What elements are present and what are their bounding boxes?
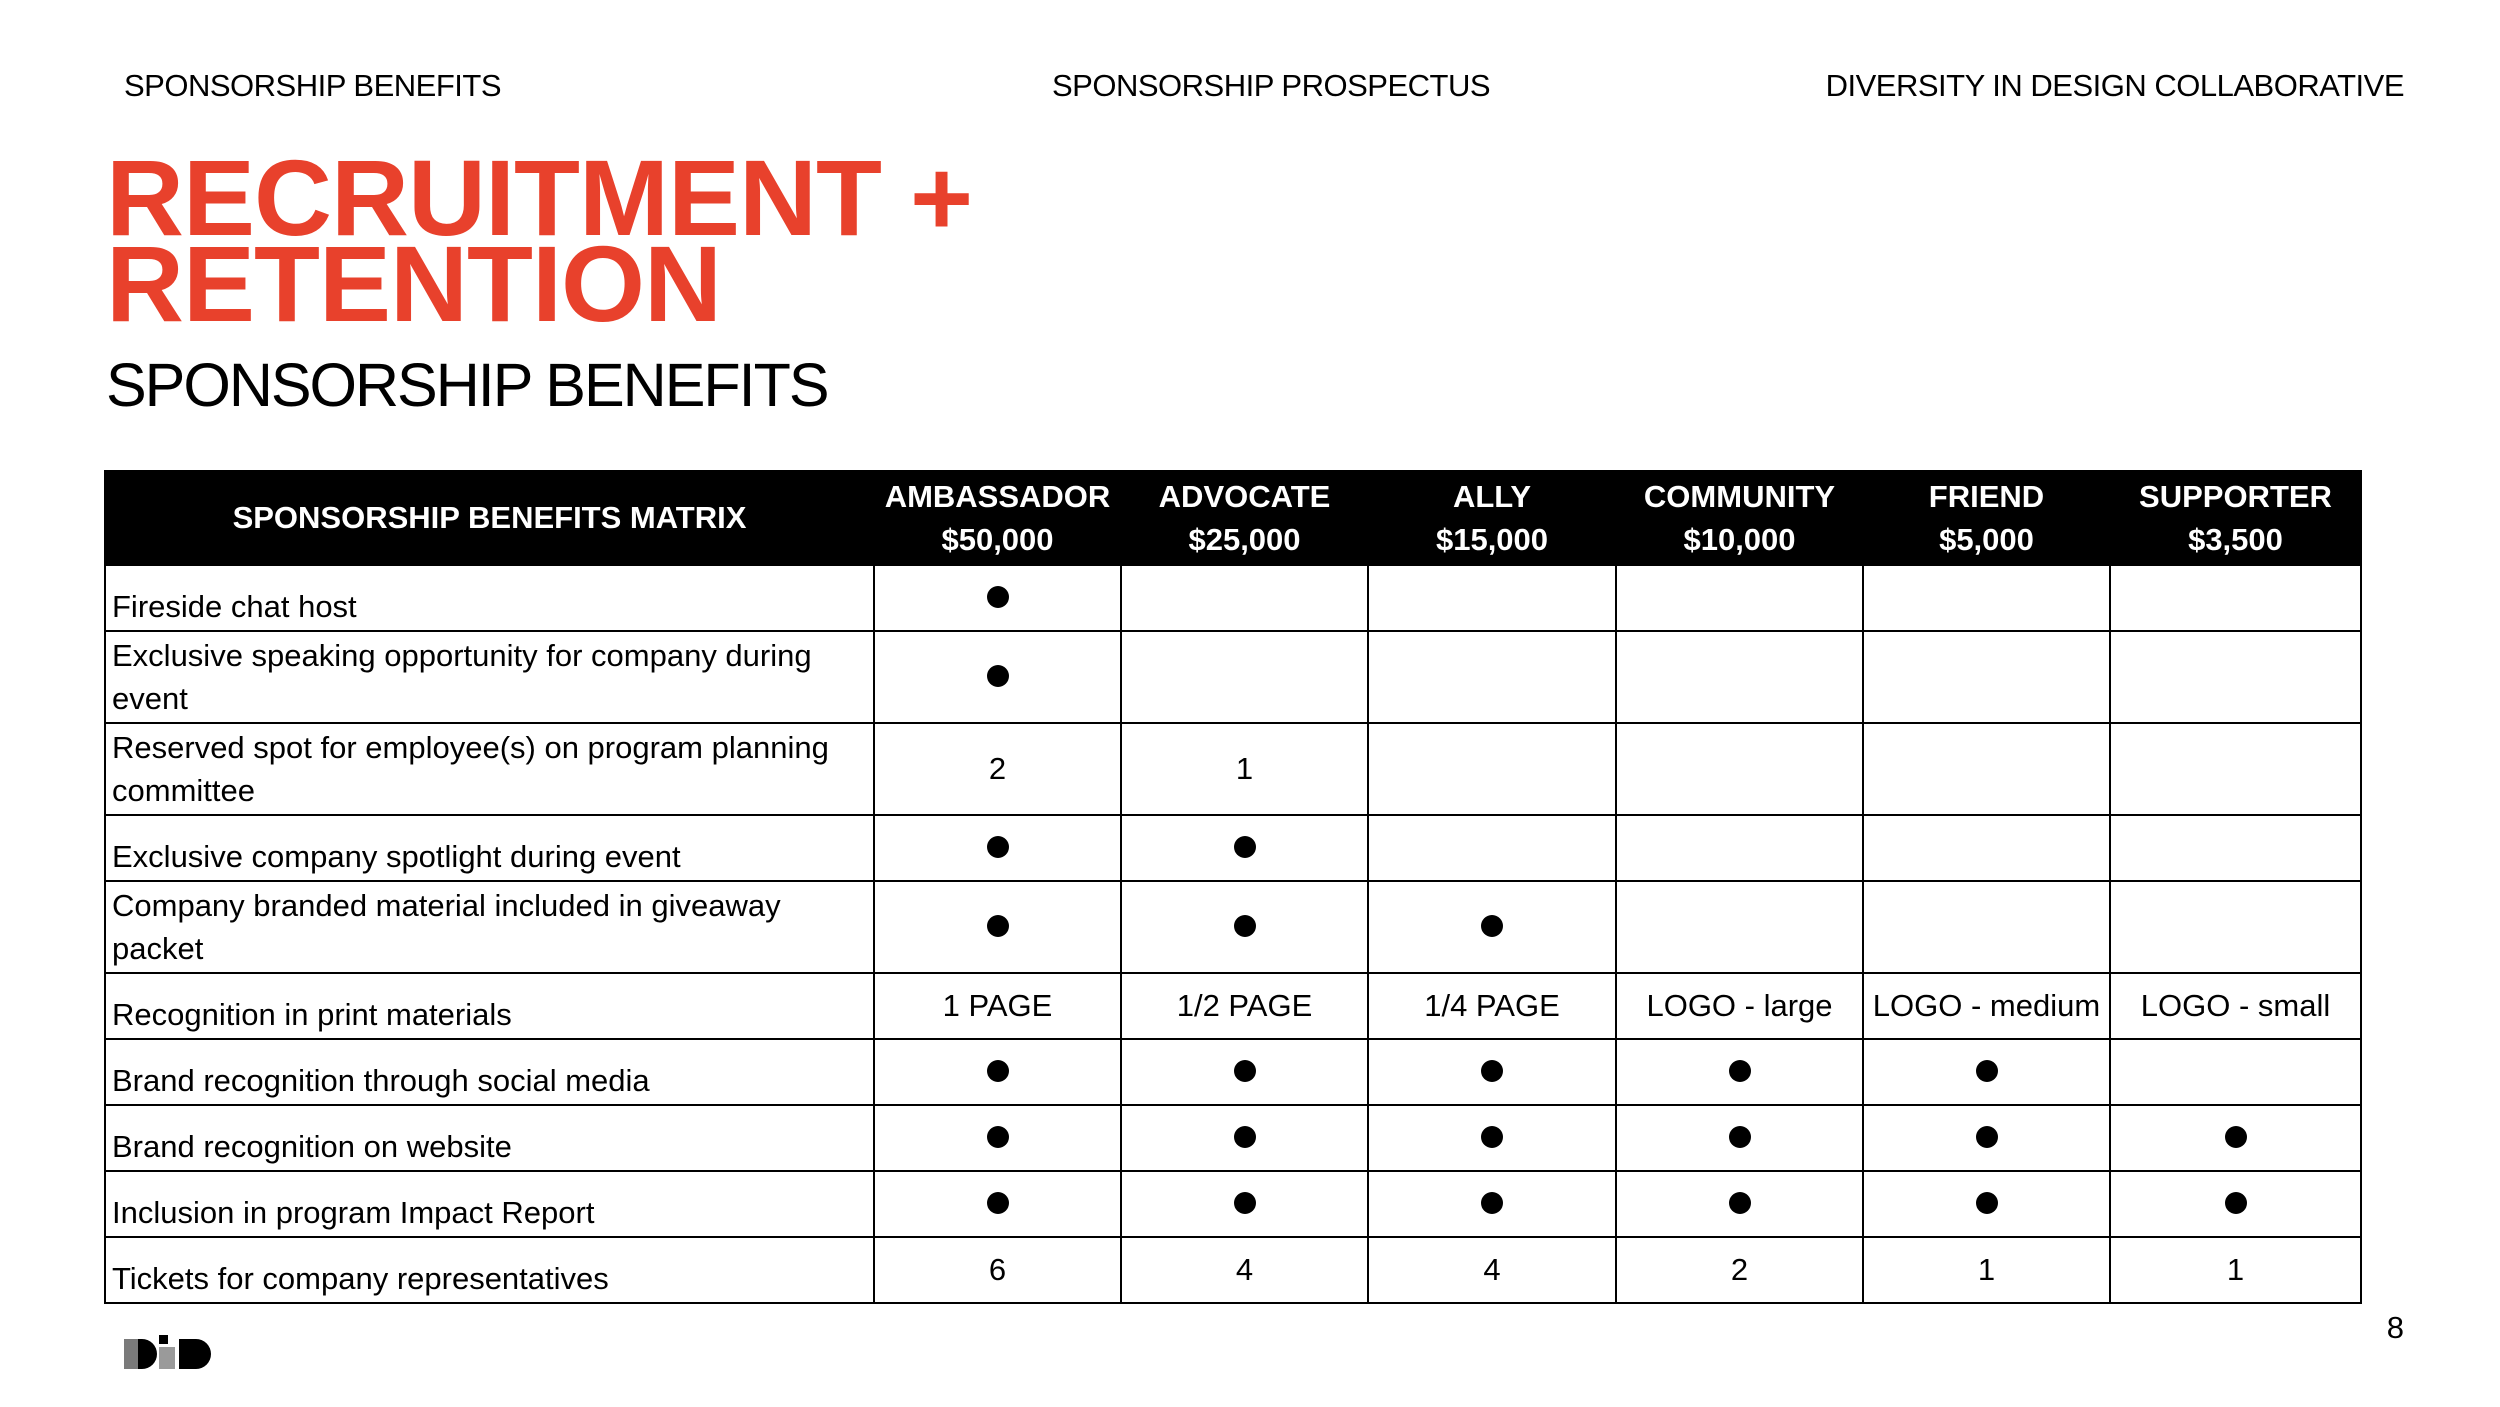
tier-header-friend	[1863, 471, 2110, 565]
benefit-value-cell: 4	[1121, 1237, 1368, 1303]
benefit-label: Exclusive company spotlight during event	[105, 815, 874, 881]
table-row	[105, 631, 2361, 723]
bullet-dot-icon	[1976, 1060, 1998, 1082]
benefit-value-cell	[2110, 565, 2361, 631]
bullet-dot-icon	[1481, 915, 1503, 937]
benefit-included-cell	[1863, 1105, 2110, 1171]
benefit-value-cell	[1616, 565, 1863, 631]
benefit-included-cell	[1616, 1039, 1863, 1105]
tier-header-advocate	[1121, 471, 1368, 565]
benefit-included-cell	[1368, 881, 1616, 973]
benefit-value-cell: LOGO - small	[2110, 973, 2361, 1039]
benefit-included-cell	[1121, 1039, 1368, 1105]
benefit-value-cell: 1	[2110, 1237, 2361, 1303]
tier-name: AMBASSADOR	[884, 479, 1111, 514]
table-row	[105, 815, 2361, 881]
benefit-value-cell	[2110, 815, 2361, 881]
table-row	[105, 1039, 2361, 1105]
benefit-included-cell	[874, 1105, 1121, 1171]
bullet-dot-icon	[1481, 1192, 1503, 1214]
benefit-included-cell	[1121, 1171, 1368, 1237]
benefit-value-cell: LOGO - medium	[1863, 973, 2110, 1039]
benefit-value-cell	[1368, 565, 1616, 631]
benefit-value-cell	[1368, 631, 1616, 723]
benefit-included-cell	[1616, 1105, 1863, 1171]
bullet-dot-icon	[2225, 1192, 2247, 1214]
benefit-label: Company branded material included in giveaway packet	[105, 881, 874, 973]
benefit-value-cell: 6	[874, 1237, 1121, 1303]
benefit-included-cell	[1863, 1039, 2110, 1105]
header-organization-name: DIVERSITY IN DESIGN COLLABORATIVE	[1825, 68, 2404, 103]
benefit-included-cell	[1121, 815, 1368, 881]
benefit-included-cell	[874, 565, 1121, 631]
benefit-included-cell	[1863, 1171, 2110, 1237]
table-row	[105, 723, 2361, 815]
tier-price: $50,000	[941, 522, 1054, 557]
benefit-included-cell	[1368, 1039, 1616, 1105]
benefit-value-cell: LOGO - large	[1616, 973, 1863, 1039]
did-logo-icon	[124, 1335, 212, 1369]
benefit-value-cell	[2110, 723, 2361, 815]
benefit-label: Tickets for company representatives	[105, 1237, 874, 1303]
table-row	[105, 1237, 2361, 1303]
benefit-value-cell	[1863, 815, 2110, 881]
benefit-value-cell	[1616, 815, 1863, 881]
tier-header-ambassador	[874, 471, 1121, 565]
benefit-included-cell	[1616, 1171, 1863, 1237]
benefit-value-cell	[1121, 565, 1368, 631]
bullet-dot-icon	[987, 665, 1009, 687]
bullet-dot-icon	[1234, 836, 1256, 858]
bullet-dot-icon	[2225, 1126, 2247, 1148]
table-row	[105, 1171, 2361, 1237]
tier-header-supporter	[2110, 471, 2361, 565]
benefit-included-cell	[1121, 1105, 1368, 1171]
bullet-dot-icon	[1481, 1126, 1503, 1148]
table-row	[105, 973, 2361, 1039]
benefit-label: Brand recognition through social media	[105, 1039, 874, 1105]
benefit-value-cell	[1863, 565, 2110, 631]
benefit-label: Reserved spot for employee(s) on program planning committee	[105, 723, 874, 815]
benefit-included-cell	[874, 881, 1121, 973]
benefit-included-cell	[1121, 881, 1368, 973]
tier-price: $3,500	[2188, 522, 2283, 557]
header-section-label: SPONSORSHIP BENEFITS	[124, 68, 502, 103]
benefit-value-cell	[1368, 815, 1616, 881]
benefit-value-cell: 1/2 PAGE	[1121, 973, 1368, 1039]
bullet-dot-icon	[1481, 1060, 1503, 1082]
page-title-line-2: RETENTION	[106, 223, 722, 344]
benefit-value-cell	[1368, 723, 1616, 815]
benefit-included-cell	[2110, 1171, 2361, 1237]
bullet-dot-icon	[987, 586, 1009, 608]
tier-price: $15,000	[1435, 522, 1549, 557]
benefit-value-cell	[1616, 881, 1863, 973]
benefit-label: Inclusion in program Impact Report	[105, 1171, 874, 1237]
table-row	[105, 881, 2361, 973]
benefit-value-cell	[1616, 631, 1863, 723]
table-row	[105, 565, 2361, 631]
benefit-included-cell	[874, 1039, 1121, 1105]
benefit-value-cell: 1	[1863, 1237, 2110, 1303]
benefit-label: Exclusive speaking opportunity for company during event	[105, 631, 874, 723]
tier-name: COMMUNITY	[1643, 479, 1836, 514]
benefit-value-cell	[1616, 723, 1863, 815]
page-number: 8	[2386, 1310, 2404, 1345]
benefit-value-cell: 2	[1616, 1237, 1863, 1303]
bullet-dot-icon	[1234, 1192, 1256, 1214]
benefit-value-cell: 2	[874, 723, 1121, 815]
benefit-value-cell	[2110, 1039, 2361, 1105]
tier-header-ally	[1368, 471, 1616, 565]
tier-price: $10,000	[1683, 522, 1796, 557]
table-row	[105, 1105, 2361, 1171]
benefit-label: Recognition in print materials	[105, 973, 874, 1039]
page-title-line-1: RECRUITMENT +	[106, 137, 973, 258]
benefit-included-cell	[1368, 1105, 1616, 1171]
benefit-value-cell: 1 PAGE	[874, 973, 1121, 1039]
page-title	[106, 137, 973, 344]
benefit-value-cell	[2110, 881, 2361, 973]
benefit-value-cell	[1863, 631, 2110, 723]
benefit-included-cell	[874, 815, 1121, 881]
benefit-value-cell: 1/4 PAGE	[1368, 973, 1616, 1039]
bullet-dot-icon	[1729, 1192, 1751, 1214]
header-document-title: SPONSORSHIP PROSPECTUS	[1052, 68, 1491, 103]
tier-name: SUPPORTER	[2139, 479, 2332, 514]
matrix-header-label: SPONSORSHIP BENEFITS MATRIX	[105, 471, 874, 565]
benefit-included-cell	[1368, 1171, 1616, 1237]
benefit-label: Brand recognition on website	[105, 1105, 874, 1171]
benefit-included-cell	[2110, 1105, 2361, 1171]
benefit-label: Fireside chat host	[105, 565, 874, 631]
bullet-dot-icon	[1976, 1126, 1998, 1148]
tier-price: $5,000	[1939, 522, 2034, 557]
benefit-value-cell: 4	[1368, 1237, 1616, 1303]
bullet-dot-icon	[1729, 1126, 1751, 1148]
sponsorship-benefits-matrix	[104, 470, 2362, 1304]
page-subtitle: SPONSORSHIP BENEFITS	[106, 351, 828, 419]
matrix-body	[105, 565, 2361, 1303]
bullet-dot-icon	[1729, 1060, 1751, 1082]
benefit-value-cell	[1863, 881, 2110, 973]
bullet-dot-icon	[987, 836, 1009, 858]
bullet-dot-icon	[1234, 1060, 1256, 1082]
bullet-dot-icon	[1976, 1192, 1998, 1214]
bullet-dot-icon	[1234, 1126, 1256, 1148]
bullet-dot-icon	[987, 915, 1009, 937]
benefit-value-cell	[1863, 723, 2110, 815]
benefit-included-cell	[874, 631, 1121, 723]
bullet-dot-icon	[987, 1126, 1009, 1148]
tier-name: ADVOCATE	[1158, 479, 1331, 514]
benefit-value-cell	[1121, 631, 1368, 723]
benefit-value-cell: 1	[1121, 723, 1368, 815]
tier-name: ALLY	[1452, 479, 1532, 514]
matrix-header-row	[105, 471, 2361, 565]
bullet-dot-icon	[1234, 915, 1256, 937]
tier-name: FRIEND	[1928, 479, 2045, 514]
benefit-value-cell	[2110, 631, 2361, 723]
benefit-included-cell	[874, 1171, 1121, 1237]
bullet-dot-icon	[987, 1060, 1009, 1082]
bullet-dot-icon	[987, 1192, 1009, 1214]
tier-header-community	[1616, 471, 1863, 565]
tier-price: $25,000	[1188, 522, 1301, 557]
